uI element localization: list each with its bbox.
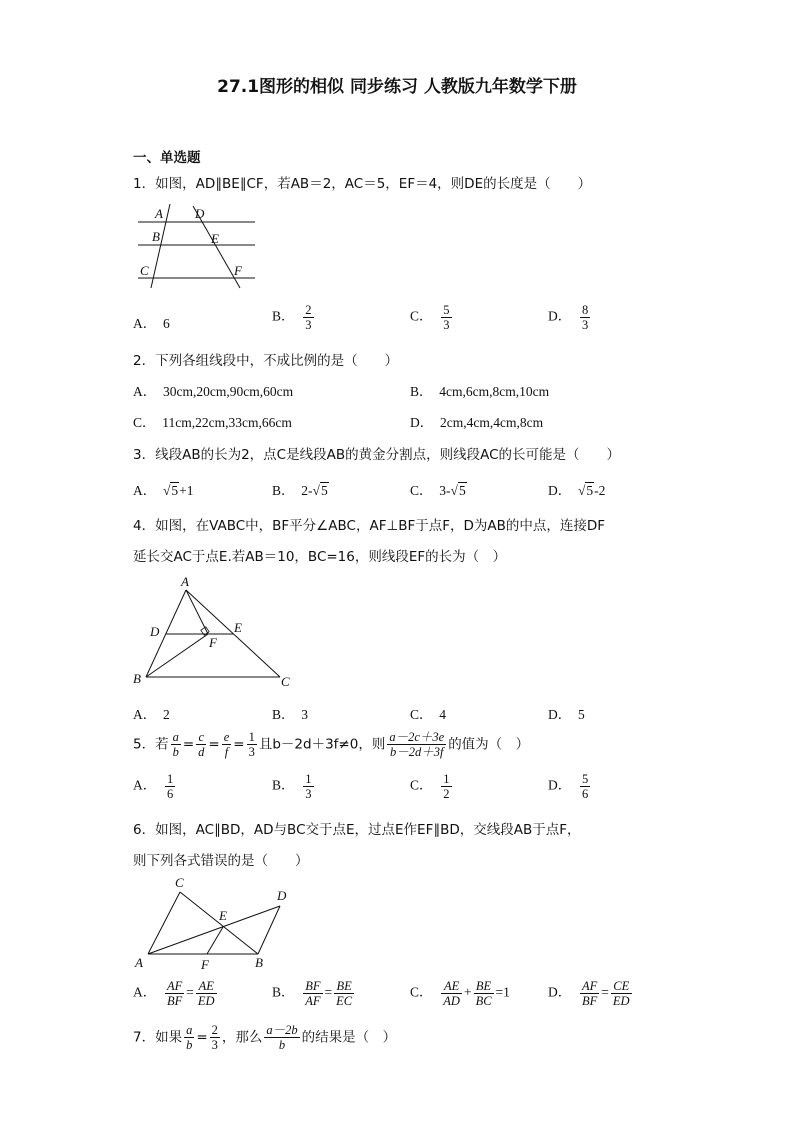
q6-option-a[interactable]: A． $\frac{AF}{BF}$ = $\frac{AE}{ED}$ (133, 979, 215, 1008)
label-a: A (155, 206, 163, 221)
label-a: A (135, 955, 143, 970)
question-3-stem: 3．线段AB的长为2，点C是线段AB的黄金分割点，则线段AC的长可能是（ ） (133, 447, 621, 463)
q5-option-b[interactable]: B． $\frac{1}{3}$ (272, 772, 312, 801)
label-b: B (152, 229, 160, 244)
q3-option-d[interactable]: D． √5-2 (548, 483, 606, 498)
q6-option-b[interactable]: B． $\frac{BF}{AF}$ = $\frac{BE}{EC}$ (272, 979, 353, 1008)
segment-ad (148, 906, 280, 954)
question-1-figure (133, 200, 263, 292)
label-b: B (255, 955, 263, 970)
question-2-stem: 2．下列各组线段中，不成比例的是（ ） (133, 353, 399, 369)
question-4-stem-line1: 4．如图，在VABC中，BF平分∠ABC，AF⊥BF于点F，D为AB的中点，连接DF (133, 518, 606, 534)
segment-cb (180, 892, 258, 954)
question-4-stem-line2: 延长交AC于点E.若AB＝10，BC=16，则线段EF的长为（ ） (133, 549, 507, 565)
label-e: E (234, 620, 242, 635)
label-d: D (195, 206, 205, 221)
q1-option-a[interactable]: A． 6 (133, 316, 170, 331)
q3-option-c[interactable]: C． 3-√5 (410, 483, 466, 498)
q4-option-a[interactable]: A． 2 (133, 707, 170, 722)
q6-option-c[interactable]: C． $\frac{AE}{AD}$ + $\frac{BE}{BC}$ =1 (410, 979, 510, 1008)
page-title: 27.1图形的相似 同步练习 人教版九年数学下册 (217, 77, 577, 97)
q1-option-d[interactable]: D． $\frac{8}{3}$ (548, 303, 589, 332)
label-f: F (201, 957, 209, 972)
q3-option-a[interactable]: A． √5+1 (133, 483, 194, 498)
section-heading: 一、单选题 (133, 150, 201, 166)
q3-option-b[interactable]: B． 2-√5 (272, 483, 328, 498)
label-f: F (209, 635, 217, 650)
segment-ac (148, 892, 180, 954)
q2-option-c[interactable]: C． 11cm,22cm,33cm,66cm (133, 415, 292, 430)
q2-option-a[interactable]: A． 30cm,20cm,90cm,60cm (133, 384, 294, 399)
segment-bf (146, 634, 208, 677)
label-c: C (281, 674, 290, 689)
question-1-stem: 1．如图，AD∥BE∥CF，若AB＝2，AC＝5，EF＝4，则DE的长度是（ ） (133, 176, 592, 192)
q6-option-d[interactable]: D． $\frac{AF}{BF}$ = $\frac{CE}{ED}$ (548, 979, 630, 1008)
question-6-stem-line1: 6．如图，AC∥BD，AD与BC交于点E，过点E作EF∥BD，交线段AB于点F， (133, 822, 581, 838)
label-e: E (211, 231, 219, 246)
label-f: F (234, 263, 242, 278)
question-7-stem: 7．如果 $\frac{a}{b}$ = $\frac{2}{3}$ ，那么 $\frac{a-2b}{b}$ 的结果是（ ） (133, 1023, 397, 1052)
question-6-stem-line2: 则下列各式错误的是（ ） (133, 853, 309, 869)
segment-ef (207, 927, 223, 954)
q2-option-b[interactable]: B． 4cm,6cm,8cm,10cm (410, 384, 550, 399)
q4-option-c[interactable]: C． 4 (410, 707, 447, 722)
label-d: D (150, 624, 160, 639)
label-a: A (181, 574, 189, 589)
q5-option-c[interactable]: C． $\frac{1}{2}$ (410, 772, 450, 801)
q2-option-d[interactable]: D． 2cm,4cm,4cm,8cm (410, 415, 544, 430)
question-5-stem: 5．若 $\frac{a}{b}$ = $\frac{c}{d}$ = $\frac{e}{f}$ = $\frac{1}{3}$ 且b－2d＋3f≠0，则 $\frac{a-2c+3e}{b-2d+3f}$ 的值为（ ） (133, 730, 530, 759)
q1-option-b[interactable]: B． $\frac{2}{3}$ (272, 303, 312, 332)
q4-option-d[interactable]: D． 5 (548, 707, 585, 722)
label-b: B (133, 671, 141, 686)
q4-option-b[interactable]: B． 3 (272, 707, 309, 722)
question-6-figure (130, 872, 300, 972)
q5-option-d[interactable]: D． $\frac{5}{6}$ (548, 772, 589, 801)
label-c: C (140, 263, 149, 278)
label-e: E (219, 908, 227, 923)
label-c: C (175, 875, 184, 890)
q5-option-a[interactable]: A． $\frac{1}{6}$ (133, 772, 174, 801)
q1-option-c[interactable]: C． $\frac{5}{3}$ (410, 303, 450, 332)
question-4-figure (130, 572, 300, 692)
label-d: D (277, 888, 287, 903)
